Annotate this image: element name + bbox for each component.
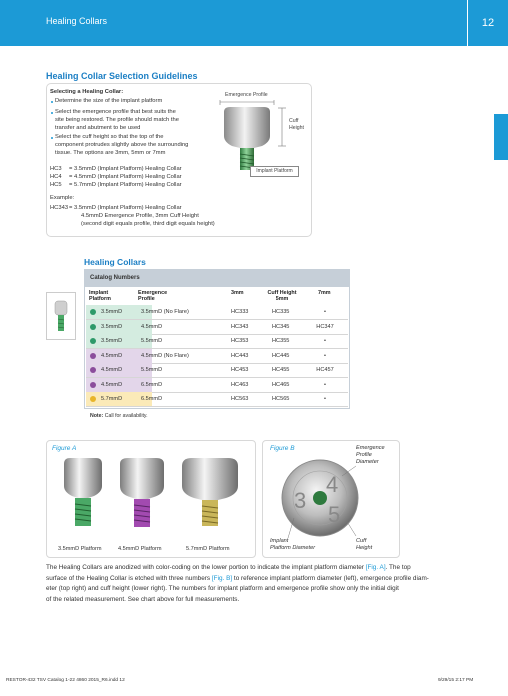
cell-cuff-7mm: • [324, 381, 326, 388]
collar-4-5 [120, 458, 164, 527]
cell-cuff-7mm: • [324, 396, 326, 402]
cell-cuff-7mm: • [324, 352, 326, 359]
col-cuff-5mm: Cuff Height 5mm [267, 290, 297, 303]
collar-3-5 [64, 458, 102, 526]
cell-cuff-5mm: HC335 [272, 309, 290, 315]
bullet-dot [51, 101, 53, 103]
color-dot-icon [90, 338, 96, 344]
cell-emergence-profile: 5.5mmD [141, 338, 163, 344]
example-line: = 3.5mmD (Implant Platform) Healing Collar [69, 205, 182, 211]
cell-cuff-7mm: HC457 [316, 367, 334, 373]
cell-cuff-3mm: HC333 [231, 309, 249, 315]
color-dot-icon [90, 396, 96, 402]
cell-cuff-7mm: • [324, 309, 326, 315]
footer-file: RESTOR-432 TSV Catalog 1-22 4860 2015_R6.indd 12 [6, 678, 125, 683]
digit-cuff: 5 [328, 502, 341, 527]
implant-platform-diameter-label: Implant Platform Diameter [270, 538, 316, 551]
cuff-height-label: Height [289, 125, 304, 131]
digit-emergence: 4 [326, 472, 339, 497]
cell-cuff-3mm: HC343 [231, 323, 249, 330]
cell-emergence-profile: 4.5mmD [141, 323, 163, 330]
fig-a-reference[interactable]: [Fig. A] [365, 564, 386, 571]
side-tab [494, 114, 508, 160]
cuff-height-label: Cuff Height [356, 538, 373, 551]
cell-platform: 5.7mmD [101, 396, 123, 402]
table-row [86, 392, 348, 406]
cell-platform: 4.5mmD [101, 367, 123, 373]
bullet-dot [51, 137, 53, 139]
table-row [86, 363, 348, 377]
cell-platform: 4.5mmD [101, 381, 123, 388]
bullet-line: Select the cuff height so that the top of the [55, 134, 164, 140]
cell-platform: 3.5mmD [101, 309, 123, 315]
cell-cuff-5mm: HC455 [272, 367, 290, 373]
cell-emergence-profile: 4.5mmD (No Flare) [141, 352, 189, 359]
figure-a-caption: 5.7mmD Platform [186, 546, 230, 552]
fig-b-reference[interactable]: [Fig. B] [211, 574, 233, 582]
cell-cuff-7mm: • [324, 338, 326, 344]
cell-platform: 3.5mmD [101, 338, 123, 344]
figure-b-label: Figure B [270, 445, 295, 452]
bullet-line: tissue. The options are 3mm, 5mm or 7mm [55, 150, 166, 156]
cell-cuff-3mm: HC443 [231, 352, 249, 359]
col-implant-platform: Implant Platform [89, 290, 111, 303]
cell-cuff-5mm: HC345 [272, 323, 290, 330]
example-line: (second digit equals profile, third digit equals height) [81, 221, 215, 227]
cell-emergence-profile: 6.5mmD [141, 381, 163, 388]
cell-cuff-3mm: HC353 [231, 338, 249, 344]
cell-cuff-7mm: HC347 [316, 323, 334, 330]
bullet-line: site being restored. The profile should match the [55, 117, 179, 123]
figure-a-collars [56, 452, 252, 544]
color-dot-icon [90, 367, 96, 373]
cell-cuff-3mm: HC463 [231, 381, 249, 388]
cell-cuff-5mm: HC355 [272, 338, 290, 344]
footer-date: 9/29/15 2:17 PM [438, 678, 474, 683]
figure-a-caption: 4.5mmD Platform [118, 546, 162, 552]
collar-5-7 [182, 458, 238, 526]
code: HC3 [50, 166, 62, 172]
cuff-height-label: Cuff [289, 118, 299, 124]
example-line: 4.5mmD Emergence Profile, 3mm Cuff Height [81, 213, 199, 219]
example-label: Example: [50, 195, 75, 201]
color-dot-icon [90, 324, 96, 330]
figure-b-collar-top [270, 456, 360, 540]
cell-emergence-profile: 3.5mmD (No Flare) [141, 309, 189, 315]
guidelines-heading: Selecting a Healing Collar: [50, 89, 124, 95]
body-paragraph: The Healing Collars are anodized with color-coding on the lower portion to indicate the implant platform diameter [Fig. A]. The top surface of the Healing Collar is etched with three numbers [Fig. B] to reference implant platform diameter (left), emergence profile diam- eter (top right) and cuff height (lower right). The numbers for implant platform and emergence profile show only the initial digit of the related measurement. See chart above for full measurements. [46, 564, 429, 603]
emergence-profile-diameter-label: Emergence Profile Diameter [356, 445, 385, 465]
figure-a-caption: 3.5mmD Platform [58, 546, 102, 552]
cell-platform: 4.5mmD [101, 352, 123, 359]
cell-emergence-profile: 6.5mmD [141, 396, 163, 402]
bullet-dot [51, 112, 53, 114]
table-row [86, 378, 348, 392]
cell-cuff-3mm: HC563 [231, 396, 249, 402]
color-dot-icon [90, 309, 96, 315]
col-cuff-3mm: 3mm [231, 290, 244, 296]
code-description: = 3.5mmD (Implant Platform) Healing Collar [69, 166, 182, 172]
header-title: Healing Collars [46, 16, 108, 26]
example-code: HC343 [50, 205, 69, 211]
cell-platform: 3.5mmD [101, 323, 123, 330]
page-number: 12 [481, 17, 495, 29]
catalog-header-label: Catalog Numbers [90, 275, 140, 281]
cell-cuff-5mm: HC445 [272, 352, 290, 359]
table-row [86, 334, 348, 348]
bullet-line: Select the emergence profile that best suits the [55, 109, 176, 115]
figure-a-label: Figure A [52, 445, 77, 452]
cell-cuff-3mm: HC453 [231, 367, 249, 373]
catalog-title: Healing Collars [84, 257, 146, 267]
page-header [0, 0, 508, 46]
cell-emergence-profile: 5.5mmD [141, 367, 163, 373]
healing-collar-thumbnail [46, 292, 76, 340]
bullet-line: transfer and abutment to be used [55, 125, 141, 131]
cell-cuff-5mm: HC465 [272, 381, 290, 388]
digit-platform: 3 [294, 488, 307, 513]
row-divider [86, 406, 348, 407]
col-emergence-profile: Emergence Profile [138, 290, 168, 303]
table-row [86, 305, 348, 319]
table-row [86, 320, 348, 334]
catalog-note: Note: Call for availability. [90, 413, 148, 419]
code-description: = 5.7mmD (Implant Platform) Healing Collar [69, 182, 182, 188]
col-cuff-7mm: 7mm [318, 290, 331, 296]
emergence-profile-label: Emergence Profile [225, 92, 268, 98]
implant-platform-label: Implant Platform [250, 166, 299, 177]
cell-cuff-5mm: HC565 [272, 396, 290, 402]
code-description: = 4.5mmD (Implant Platform) Healing Collar [69, 174, 182, 180]
color-dot-icon [90, 353, 96, 359]
color-dot-icon [90, 382, 96, 388]
code: HC4 [50, 174, 62, 180]
bullet-line: component protrudes slightly above the surrounding [55, 142, 189, 148]
guidelines-title: Healing Collar Selection Guidelines [46, 71, 198, 81]
bullet-line: Determine the size of the implant platform [55, 98, 163, 104]
table-row [86, 349, 348, 363]
code: HC5 [50, 182, 62, 188]
